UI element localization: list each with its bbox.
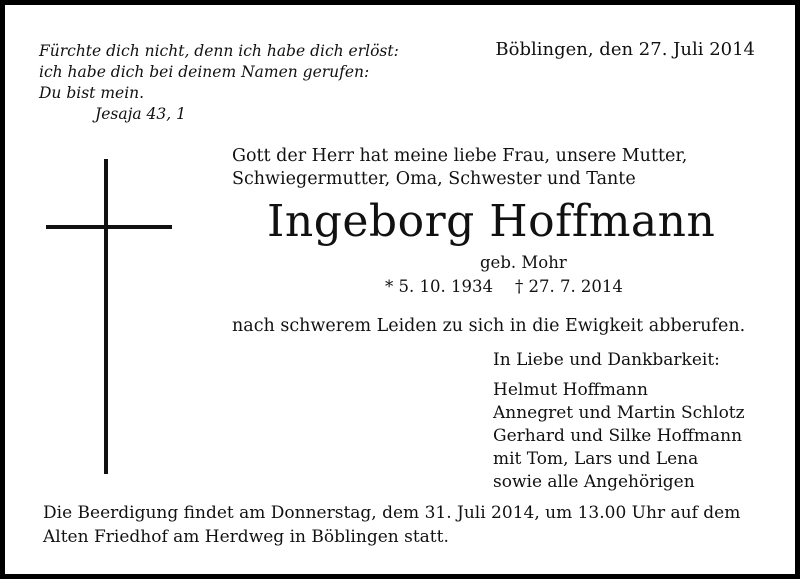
bible-verse	[39, 41, 399, 125]
birth-date: * 5. 10. 1934	[385, 277, 493, 296]
mourner: Helmut Hoffmann	[493, 380, 648, 400]
verse-reference: Jesaja 43, 1	[95, 105, 186, 123]
deceased-name: Ingeborg Hoffmann	[267, 196, 716, 247]
intro-text	[232, 145, 687, 191]
verse-line: Fürchte dich nicht, denn ich habe dich erlöst:	[39, 42, 399, 60]
mourners-list	[493, 379, 745, 494]
mourner: sowie alle Angehörigen	[493, 472, 695, 492]
funeral-line: Die Beerdigung findet am Donnerstag, dem 31. Juli 2014, um 13.00 Uhr auf dem	[43, 503, 741, 523]
cross-icon	[104, 159, 108, 474]
intro-line: Gott der Herr hat meine liebe Frau, unsere Mutter,	[232, 146, 688, 166]
closing-text: nach schwerem Leiden zu sich in die Ewigkeit abberufen.	[232, 316, 746, 336]
verse-line: Du bist mein.	[39, 84, 145, 102]
mourner: Annegret und Martin Schlotz	[493, 403, 745, 423]
cross-icon-bar	[46, 225, 172, 229]
mourner: Gerhard und Silke Hoffmann	[493, 426, 743, 446]
maiden-name: geb. Mohr	[480, 253, 567, 272]
funeral-info	[43, 501, 740, 549]
mourner: mit Tom, Lars und Lena	[493, 449, 699, 469]
funeral-line: Alten Friedhof am Herdweg in Böblingen statt.	[43, 527, 449, 547]
place-date: Böblingen, den 27. Juli 2014	[495, 39, 755, 60]
thanks-heading: In Liebe und Dankbarkeit:	[493, 350, 720, 370]
intro-line: Schwiegermutter, Oma, Schwester und Tante	[232, 169, 636, 189]
verse-line: ich habe dich bei deinem Namen gerufen:	[39, 63, 370, 81]
life-dates	[385, 277, 623, 296]
death-date: † 27. 7. 2014	[514, 277, 623, 296]
